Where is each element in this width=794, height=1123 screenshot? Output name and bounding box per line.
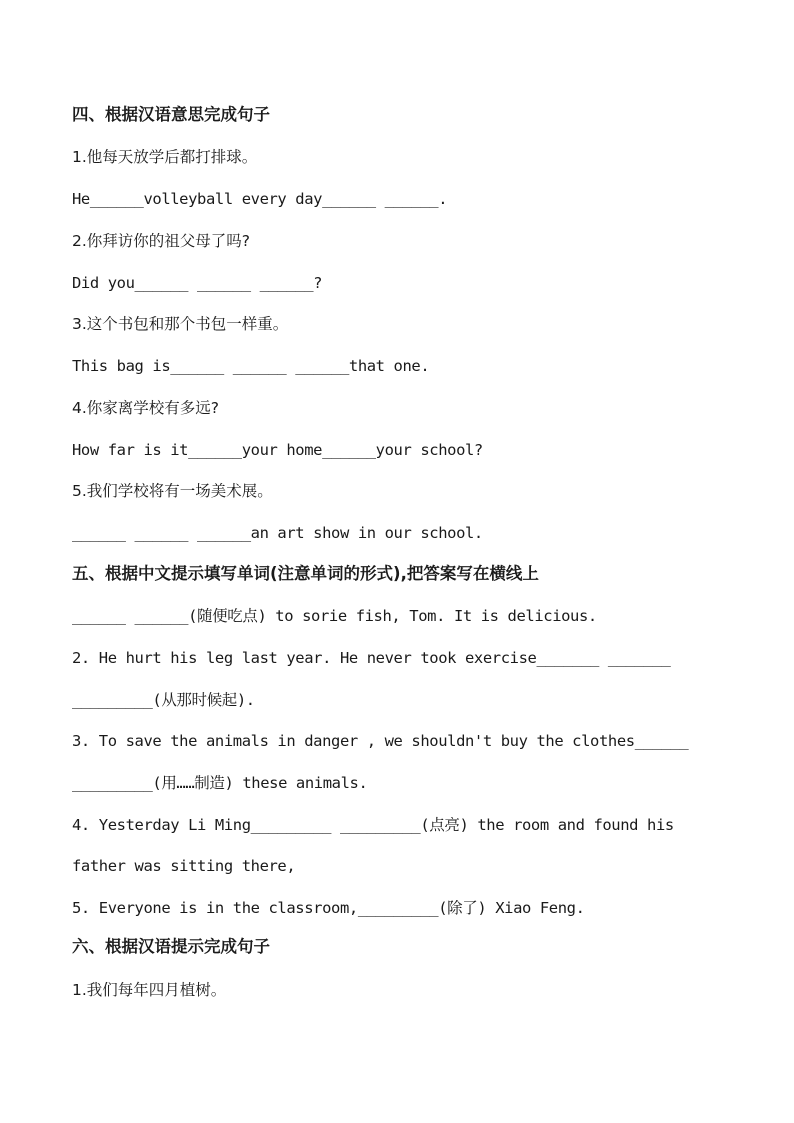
- section-4-heading: 四、根据汉语意思完成句子: [72, 105, 270, 124]
- s5-line-8: 5. Everyone is in the classroom,_________(除了) Xiao Feng.: [72, 899, 585, 917]
- s4-q1-answer: He______volleyball every day______ ______.: [72, 190, 448, 208]
- s5-line-7: father was sitting there,: [72, 857, 296, 875]
- s5-line-2: 2. He hurt his leg last year. He never took exercise_______ _______: [72, 649, 671, 667]
- section-5-heading: 五、根据中文提示填写单词(注意单词的形式),把答案写在横线上: [72, 564, 539, 583]
- s4-q2-prompt: 2.你拜访你的祖父母了吗?: [72, 232, 251, 250]
- s4-q3-prompt: 3.这个书包和那个书包一样重。: [72, 315, 289, 333]
- s5-line-4: 3. To save the animals in danger , we shouldn't buy the clothes______: [72, 732, 689, 750]
- s5-line-1: ______ ______(随便吃点) to sorie fish, Tom. It is delicious.: [72, 607, 597, 625]
- s4-q5-prompt: 5.我们学校将有一场美术展。: [72, 482, 273, 500]
- s4-q4-prompt: 4.你家离学校有多远?: [72, 399, 220, 417]
- s4-q1-prompt: 1.他每天放学后都打排球。: [72, 148, 258, 166]
- section-6-heading: 六、根据汉语提示完成句子: [72, 937, 270, 956]
- s4-q4-answer: How far is it______your home______your school?: [72, 441, 483, 459]
- s4-q2-answer: Did you______ ______ ______?: [72, 274, 323, 292]
- s5-line-5: _________(用……制造) these animals.: [72, 774, 368, 792]
- s5-line-3: _________(从那时候起).: [72, 691, 255, 709]
- s4-q3-answer: This bag is______ ______ ______that one.: [72, 357, 430, 375]
- s5-line-6: 4. Yesterday Li Ming_________ _________(点亮) the room and found his: [72, 816, 674, 834]
- s4-q5-answer: ______ ______ ______an art show in our school.: [72, 524, 483, 542]
- s6-q1-prompt: 1.我们每年四月植树。: [72, 981, 227, 999]
